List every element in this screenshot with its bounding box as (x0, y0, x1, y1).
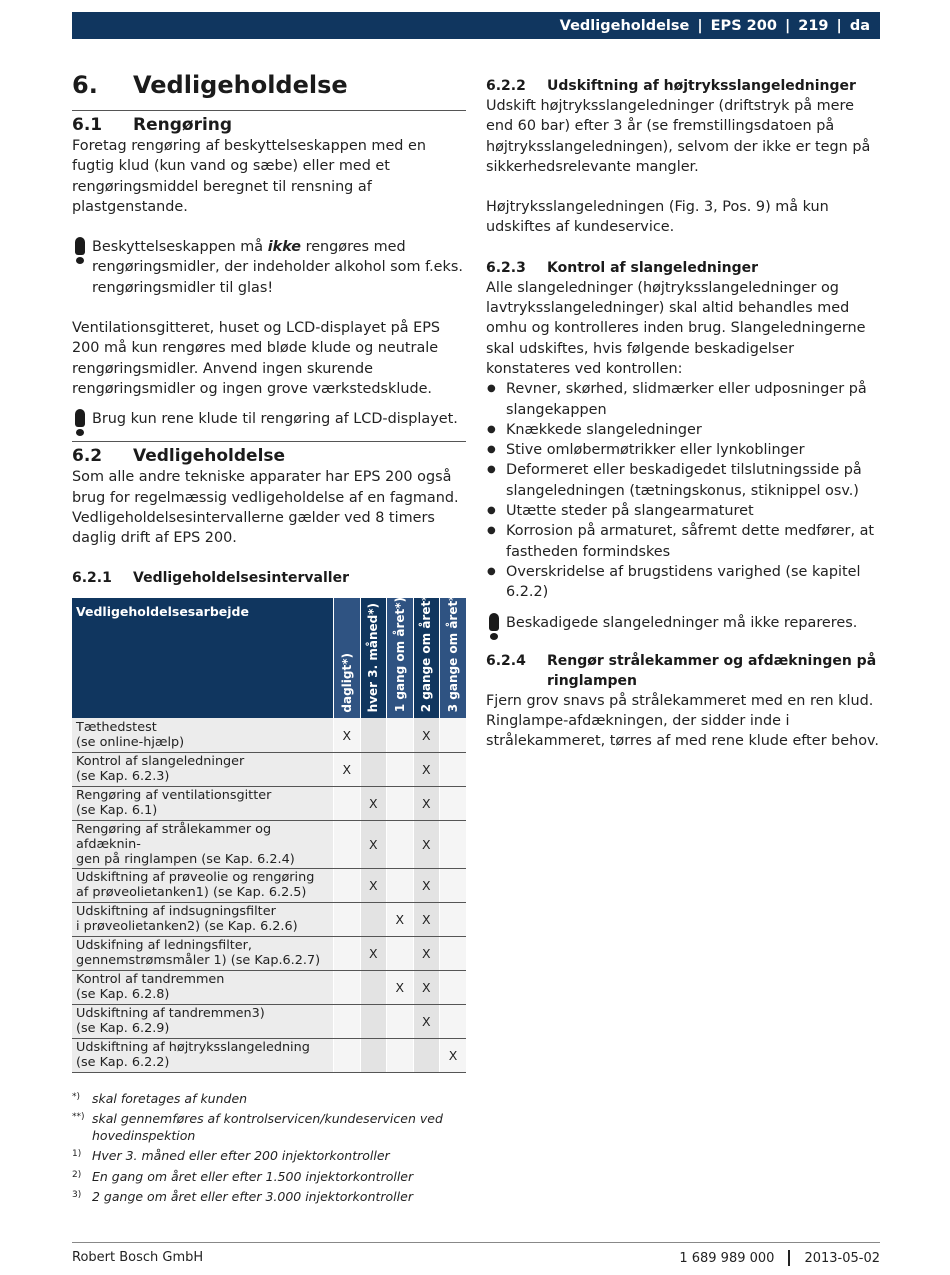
interval-mark: X (360, 820, 387, 868)
table-header-task: Vedligeholdelsesarbejde (72, 598, 334, 718)
interval-mark (413, 1038, 440, 1072)
interval-mark: X (413, 902, 440, 936)
task-cell: Kontrol af tandremmen (se Kap. 6.2.8) (72, 970, 334, 1004)
table-row (72, 868, 466, 902)
interval-mark (360, 752, 387, 786)
interval-mark (334, 1038, 361, 1072)
interval-mark (334, 1004, 361, 1038)
interval-mark (440, 936, 467, 970)
interval-mark: X (334, 752, 361, 786)
table-header-twice-yearly: 2 gange om året*) (413, 598, 440, 718)
header-title: Vedligeholdelse (559, 17, 690, 34)
paragraph: Udskift højtryksslangeledninger (driftstryk på mere end 60 bar) efter 3 år (se fremstillingsdatoen på højtryksslangeledningen), selvom der ikke er tegn på sikkerhedsrelevante mangler. (486, 98, 871, 175)
footnote: 2) En gang om året eller efter 1.500 injektorkontroller (72, 1168, 414, 1184)
list-item: ● Knækkede slangeledninger (486, 420, 880, 440)
warning-note: Brug kun rene klude til rengøring af LCD-displayet. (72, 409, 466, 437)
interval-mark: X (334, 718, 361, 752)
section-heading-6-2: 6.2 Vedligeholdelse (72, 446, 286, 467)
interval-mark (360, 902, 387, 936)
table-row (72, 902, 466, 936)
warning-note: Beskadigede slangeledninger må ikke repareres. (486, 613, 880, 641)
interval-mark: X (413, 868, 440, 902)
warning-note: Beskyttelseskappen må ikke rengøres med rengøringsmidler, der indeholder alkohol som f.eks. rengøringsmidler til glas! (72, 237, 466, 298)
interval-mark (440, 752, 467, 786)
interval-mark (387, 1038, 414, 1072)
interval-mark (440, 970, 467, 1004)
left-column (72, 68, 466, 1210)
interval-mark (387, 752, 414, 786)
interval-mark: X (413, 820, 440, 868)
paragraph: Fjern grov snavs på strålekammeret med en ren klud. Ringlampe-afdækningen, der sidder inde i strålekammeret, tørres af med rene klude efter behov. (486, 692, 879, 750)
interval-mark: X (360, 868, 387, 902)
subsection-heading-6-2-3: 6.2.3 Kontrol af slangeledninger (486, 259, 759, 276)
footnotes (72, 1091, 466, 1206)
interval-mark: X (387, 970, 414, 1004)
footer-company: Robert Bosch GmbH (72, 1250, 204, 1265)
interval-mark (360, 970, 387, 1004)
maintenance-interval-table (72, 589, 466, 1073)
paragraph: Som alle andre tekniske apparater har EPS 200 også brug for regelmæssig vedligeholdelse af en fagmand. Vedligeholdelsesintervallerne gælder ved 8 timers daglig drift af EPS 200. (72, 469, 459, 547)
header-product: EPS 200 (710, 17, 777, 34)
list-item: ● Korrosion på armaturet, såfremt dette medfører, at fastheden formindskes (486, 521, 880, 562)
section-rule (72, 110, 466, 111)
task-cell: Tæthedstest (se online-hjælp) (72, 718, 334, 752)
damage-list (486, 379, 880, 602)
interval-mark: X (413, 786, 440, 820)
footnote: *) skal foretages af kunden (72, 1090, 248, 1106)
page-footer (72, 1250, 880, 1266)
footnote: 1) Hver 3. måned eller efter 200 injektorkontroller (72, 1148, 390, 1164)
exclamation-icon (72, 237, 92, 265)
interval-mark (387, 820, 414, 868)
list-item: ● Deformeret eller beskadigedet tilslutningsside på slangeledningen (tætningskonus, stiknippel osv.) (486, 460, 880, 501)
task-cell: Udskiftning af højtryksslangeledning (se Kap. 6.2.2) (72, 1038, 334, 1072)
table-row (72, 752, 466, 786)
section-heading-6-1: 6.1 Rengøring (72, 115, 233, 135)
interval-mark (440, 820, 467, 868)
subsection-heading-6-2-4: 6.2.4 Rengør strålekammer og afdækningen på ringlampen (486, 652, 877, 689)
list-item: ● Stive omløbermøtrikker eller lynkoblinger (486, 440, 880, 460)
task-cell: Udskiftning af tandremmen3) (se Kap. 6.2.9) (72, 1004, 334, 1038)
chapter-heading: 6. Vedligeholdelse (72, 71, 348, 99)
interval-mark (360, 1038, 387, 1072)
list-item: ● Revner, skørhed, slidmærker eller udposninger på slangekappen (486, 379, 880, 420)
subsection-heading-6-2-1: 6.2.1 Vedligeholdelsesintervaller (72, 570, 349, 587)
interval-mark: X (440, 1038, 467, 1072)
interval-mark (440, 786, 467, 820)
interval-mark (440, 902, 467, 936)
footnote: **) skal gennemføres af kontrolservicen/kundeservicen ved hovedinspektion (72, 1111, 443, 1143)
table-header-daily: dagligt*) (334, 598, 361, 718)
interval-mark (334, 936, 361, 970)
exclamation-icon (72, 409, 92, 437)
interval-mark: X (360, 936, 387, 970)
interval-mark (334, 820, 361, 868)
task-cell: Rengøring af ventilationsgitter (se Kap. 6.1) (72, 786, 334, 820)
task-cell: Udskifning af ledningsfilter, gennemstrømsmåler 1) (se Kap.6.2.7) (72, 936, 334, 970)
task-cell: Rengøring af strålekammer og afdæknin- gen på ringlampen (se Kap. 6.2.4) (72, 820, 334, 868)
interval-mark (387, 786, 414, 820)
interval-mark (387, 868, 414, 902)
header-language: da (849, 17, 870, 34)
footer-rule (72, 1242, 880, 1243)
table-header-quarterly: hver 3. måned*) (360, 598, 387, 718)
list-item: ● Utætte steder på slangearmaturet (486, 501, 880, 521)
interval-mark (360, 718, 387, 752)
list-item: ● Overskridelse af brugstidens varighed (se kapitel 6.2.2) (486, 562, 880, 603)
subsection-heading-6-2-2: 6.2.2 Udskiftning af højtryksslangeledninger (486, 78, 856, 94)
interval-mark: X (413, 970, 440, 1004)
table-row (72, 970, 466, 1004)
interval-mark: X (413, 936, 440, 970)
interval-mark (334, 786, 361, 820)
paragraph: Højtryksslangeledningen (Fig. 3, Pos. 9) må kun udskiftes af kundeservice. (486, 199, 829, 236)
task-cell: Udskiftning af indsugningsfilter i prøveolietanken2) (se Kap. 6.2.6) (72, 902, 334, 936)
interval-mark (440, 868, 467, 902)
interval-mark (334, 902, 361, 936)
footer-date: 2013-05-02 (804, 1250, 880, 1266)
right-column (486, 76, 880, 751)
interval-mark (334, 970, 361, 1004)
interval-mark (334, 868, 361, 902)
section-rule (72, 441, 466, 442)
task-cell: Udskiftning af prøveolie og rengøring af prøveolietanken1) (se Kap. 6.2.5) (72, 868, 334, 902)
interval-mark (387, 1004, 414, 1038)
table-header-thrice-yearly: 3 gange om året*) (440, 598, 467, 718)
table-row (72, 786, 466, 820)
interval-mark: X (413, 718, 440, 752)
table-row (72, 718, 466, 752)
header-page-number: 219 (798, 17, 829, 34)
paragraph: Alle slangeledninger (højtryksslangeledninger og lavtryksslangeledninger) skal altid behandles med omhu og kontrolleres inden brug. Slangeledningerne skal udskiftes, hvis følgende beskadigelser konstateres ved kontrollen: (486, 279, 866, 377)
paragraph: Ventilationsgitteret, huset og LCD-displayet på EPS 200 må kun rengøres med bløde klude og neutrale rengøringsmidler. Anvend ingen skurende rengøringsmidler og ingen grove værkstedsklude. (72, 320, 441, 397)
paragraph: Foretag rengøring af beskyttelseskappen med en fugtig klud (kun vand og sæbe) eller med et rengøringsmiddel beregnet til rensning af plastgenstande. (72, 138, 426, 215)
footer-document-number: 1 689 989 000 (679, 1250, 775, 1266)
interval-mark: X (413, 1004, 440, 1038)
interval-mark (360, 1004, 387, 1038)
interval-mark (387, 936, 414, 970)
exclamation-icon (486, 613, 506, 641)
interval-mark (440, 718, 467, 752)
interval-mark: X (360, 786, 387, 820)
table-header-yearly: 1 gang om året*) (387, 598, 414, 718)
table-row (72, 820, 466, 868)
interval-mark: X (413, 752, 440, 786)
table-row (72, 936, 466, 970)
running-header: Vedligeholdelse | EPS 200 | 219 | da (72, 12, 880, 39)
table-row (72, 1038, 466, 1072)
task-cell: Kontrol af slangeledninger (se Kap. 6.2.3) (72, 752, 334, 786)
interval-mark (387, 718, 414, 752)
interval-mark: X (387, 902, 414, 936)
table-row (72, 1004, 466, 1038)
footnote: 3) 2 gange om året eller efter 3.000 injektorkontroller (72, 1189, 413, 1205)
interval-mark (440, 1004, 467, 1038)
